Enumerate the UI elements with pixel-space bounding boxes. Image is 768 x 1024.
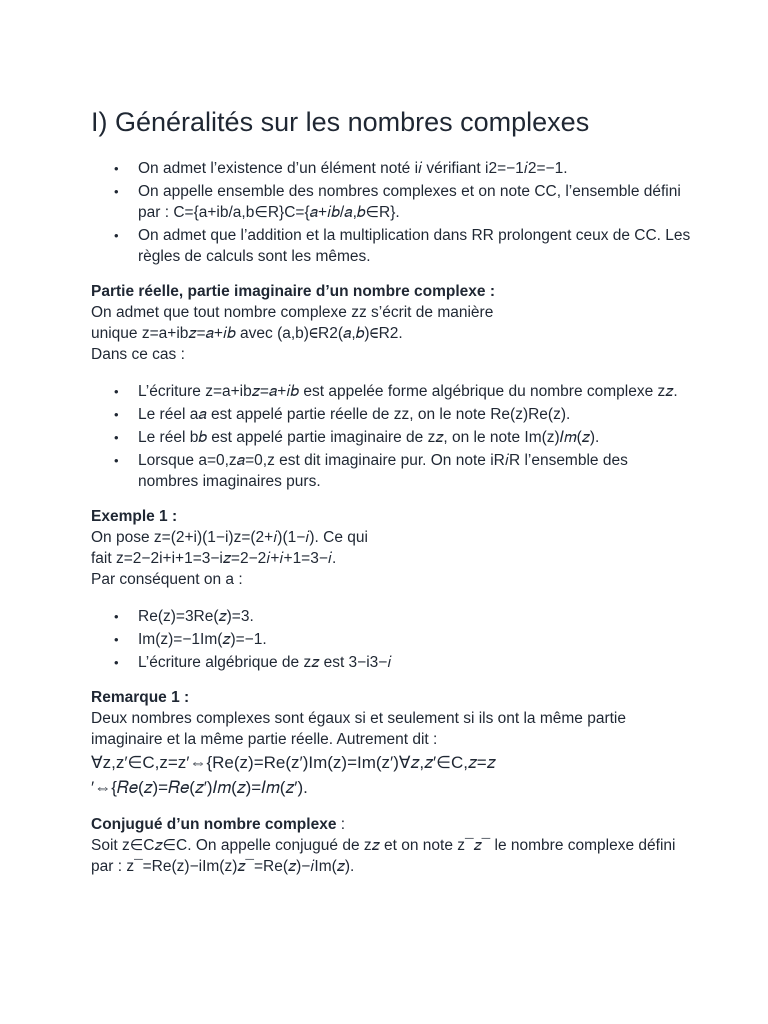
list-item: • Lorsque a=0,z𝑎=0,z est dit imaginaire pur. On note iR𝑖R l’ensemble des nombres imaginaires purs. [138,450,691,492]
section-heading-real-imaginary: Partie réelle, partie imaginaire d’un nombre complexe : [91,283,495,300]
conjugate-heading-line [91,814,691,835]
paragraph-line: On pose z=(2+i)(1−i)z=(2+𝑖)(1−𝑖). Ce qui [91,529,368,546]
paragraph-line: Deux nombres complexes sont égaux si et seulement si ils ont la même partie imaginaire et la même partie réelle. Autrement dit : [91,710,626,748]
paragraph-line: unique z=a+ib𝑧=𝑎+𝑖𝑏 avec (a,b)∈R2(𝑎,𝑏)∈R2. [91,325,403,342]
paragraph-line: Par conséquent on a : [91,571,243,588]
list-item: • Im(z)=−1Im(𝑧)=−1. [138,629,691,650]
intro-bullet-list [91,158,691,267]
example-heading: Exemple 1 : [91,508,178,525]
list-item: • On admet l’existence d’un élément noté i𝑖 vérifiant i2=−1𝑖2=−1. [138,158,691,179]
list-item: • L’écriture z=a+ib𝑧=𝑎+𝑖𝑏 est appelée forme algébrique du nombre complexe z𝑧. [138,381,691,402]
page-title: I) Généralités sur les nombres complexes [91,107,590,137]
list-item: • On appelle ensemble des nombres complexes et on note CC, l’ensemble défini par : C={a+ib/a,b∈R}C={𝑎+𝑖𝑏/𝑎,𝑏∈R}. [138,181,691,223]
list-item: • Le réel b𝑏 est appelé partie imaginaire de z𝑧, on le note Im(z)𝐼𝑚(𝑧). [138,427,691,448]
paragraph-line: On admet que tout nombre complexe zz s’écrit de manière [91,304,494,321]
list-item: • On admet que l’addition et la multiplication dans RR prolongent ceux de CC. Les règles de calculs sont les mêmes. [138,225,691,267]
definition-bullet-list [91,381,691,492]
conjugate-heading-suffix: : [336,816,346,833]
document-page [91,106,691,877]
list-item: • Le réel a𝑎 est appelé partie réelle de zz, on le note Re(z)Re(z). [138,404,691,425]
paragraph-line: Soit z∈C𝑧∈C. On appelle conjugué de z𝑧 et on note z¯𝑧¯ le nombre complexe défini par : z¯=Re(z)−iIm(z)𝑧¯=Re(𝑧)−𝑖Im(𝑧). [91,837,676,875]
remark-heading: Remarque 1 : [91,689,190,706]
list-item: • Re(z)=3Re(𝑧)=3. [138,606,691,627]
conjugate-heading: Conjugué d’un nombre complexe [91,816,337,833]
paragraph-line: Dans ce cas : [91,346,185,363]
list-item: • L’écriture algébrique de z𝑧 est 3−i3−𝑖 [138,652,691,673]
example-bullet-list [91,606,691,673]
paragraph-line: fait z=2−2i+i+1=3−i𝑧=2−2𝑖+𝑖+1=3−𝑖. [91,550,337,567]
formula-line: ′⇔{𝑅𝑒(𝑧)=𝑅𝑒(𝑧′)𝐼𝑚(𝑧)=𝐼𝑚(𝑧′). [91,778,308,797]
formula-line: ∀z,z′∈C,z=z′⇔{Re(z)=Re(z′)Im(z)=Im(z′)∀𝑧,𝑧′∈C,𝑧=𝑧 [91,753,496,772]
